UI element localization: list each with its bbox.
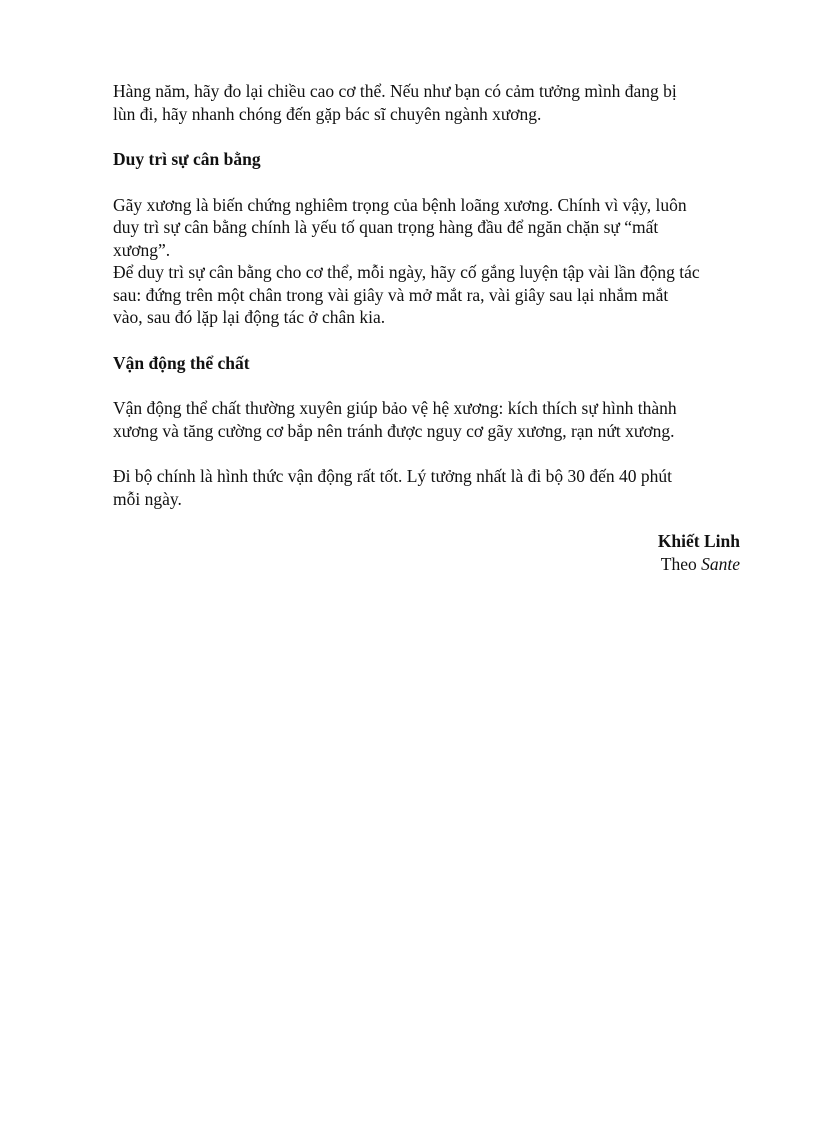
source-name: Sante [701, 553, 740, 574]
section-physical-activity [113, 352, 753, 511]
balance-paragraph-1: Gãy xương là biến chứng nghiêm trọng của bệnh loãng xương. Chính vì vậy, luôn duy trì sự cân bằng chính là yếu tố quan trọng hàng đầu để ngăn chặn sự “mất xương”. [113, 194, 687, 260]
article-body [113, 80, 753, 575]
section-balance [113, 148, 753, 329]
author-name: Khiết Linh [657, 531, 740, 551]
source-line [113, 553, 740, 576]
section-heading-balance: Duy trì sự cân bằng [113, 149, 261, 169]
balance-paragraph-2: Để duy trì sự cân bằng cho cơ thể, mỗi ngày, hãy cố gắng luyện tập vài lần động tác sau: đứng trên một chân trong vài giây và mở mắt ra, vài giây sau lại nhắm mắt vào, sau đó lặp lại động tác ở chân kia. [113, 262, 700, 327]
source-prefix: Theo [660, 553, 697, 574]
intro-paragraph: Hàng năm, hãy đo lại chiều cao cơ thể. Nếu như bạn có cảm tưởng mình đang bị lùn đi, hãy nhanh chóng đến gặp bác sĩ chuyên ngành xương. [113, 81, 677, 124]
activity-paragraph-2: Đi bộ chính là hình thức vận động rất tốt. Lý tưởng nhất là đi bộ 30 đến 40 phút mỗi ngày. [113, 466, 672, 509]
activity-paragraph-1: Vận động thể chất thường xuyên giúp bảo vệ hệ xương: kích thích sự hình thành xương và tăng cường cơ bắp nên tránh được nguy cơ gãy xương, rạn nứt xương. [113, 398, 677, 441]
section-heading-physical-activity: Vận động thể chất [113, 352, 250, 373]
signature-block [113, 530, 753, 575]
